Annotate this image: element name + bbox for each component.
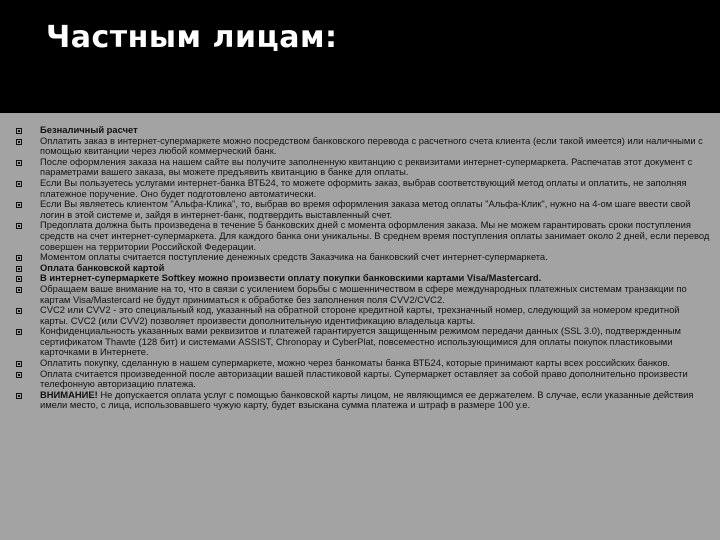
bullet-text: Предоплата должна быть произведена в течение 5 банковских дней с момента оформления заказа. Мы не можем гарантировать сроки поступления средств на счет интернет-супермаркета. Для каждого банка они уникальны. В среднем время поступления оплаты занимает около 2 дней, если перевод совершен на территории Российской Федерации. bbox=[40, 219, 710, 252]
bullet-text: CVC2 или CVV2 - это специальный код, указанный на обратной стороне кредитной карты, трехзначный номер, следующий за номером кредитной карты. CVC2 (или CVV2) позволяет произвести дополнительную идентификацию владельца карты. bbox=[40, 304, 680, 326]
bullet-text: Если Вы пользуетесь услугами интернет-банка ВТБ24, то можете оформить заказ, выбрав соответствующий метод оплаты и оплатить, не заполняя платежное поручение. Оно будет подготовлено автоматически. bbox=[40, 176, 687, 199]
bullet-item bbox=[16, 220, 710, 252]
square-bullet-icon bbox=[16, 181, 22, 187]
slide-content bbox=[0, 113, 720, 540]
title-bar bbox=[0, 0, 720, 113]
square-bullet-icon bbox=[16, 160, 22, 166]
bullet-item bbox=[16, 305, 710, 326]
square-bullet-icon bbox=[16, 223, 22, 229]
bullet-text: Оплатить покупку, сделанную в нашем супермаркете, можно через банкоматы банка ВТБ24, которые принимают карты всех российских банков. bbox=[40, 357, 671, 369]
square-bullet-icon bbox=[16, 202, 22, 208]
square-bullet-icon bbox=[16, 393, 22, 399]
bullet-text: Если Вы являетесь клиентом "Альфа-Клика", то, выбрав во время оформления заказа метод оплаты "Альфа-Клик", нужно на 4-ом шаге ввести свой логин в этой системе и, зайдя в интернет-банк, подтвердить выставленный счет. bbox=[40, 198, 691, 220]
bullet-text: Оплата считается произведенной после авторизации вашей пластиковой карты. Супермаркет оставляет за собой право дополнительно произвести телефонную авторизацию платежа. bbox=[40, 367, 688, 390]
bullet-text: Обращаем ваше внимание на то, что в связи с усилением борьбы с мошенничеством в сфере международных платежных системам транзакции по картам Visa/Mastercard не будут приниматься к обработке без заполнения поля CVV2/CVC2. bbox=[40, 282, 687, 305]
bullet-item bbox=[16, 136, 710, 157]
square-bullet-icon bbox=[16, 329, 22, 335]
bullet-text: Моментом оплаты считается поступление денежных средств Заказчика на банковский счет интернет-супермаркета. bbox=[40, 251, 548, 263]
bullet-list bbox=[16, 125, 710, 411]
square-bullet-icon bbox=[16, 361, 22, 367]
bullet-text bbox=[40, 389, 693, 411]
square-bullet-icon bbox=[16, 139, 22, 145]
square-bullet-icon bbox=[16, 287, 22, 293]
bullet-item bbox=[16, 326, 710, 358]
square-bullet-icon bbox=[16, 266, 22, 272]
bullet-text: Оплата банковской картой bbox=[40, 261, 165, 273]
square-bullet-icon bbox=[16, 372, 22, 378]
square-bullet-icon bbox=[16, 255, 22, 261]
bullet-bold-prefix: ВНИМАНИЕ! bbox=[40, 388, 98, 400]
bullet-item bbox=[16, 284, 710, 305]
bullet-text: Безналичный расчет bbox=[40, 124, 138, 135]
bullet-item bbox=[16, 178, 710, 199]
bullet-item bbox=[16, 157, 710, 178]
square-bullet-icon bbox=[16, 128, 22, 134]
bullet-text: После оформления заказа на нашем сайте вы получите заполненную квитанцию с реквизитами интернет-супермаркета. Распечатав этот документ с параметрами вашего заказа, вы можете предъявить квитанцию в банке для оплаты. bbox=[40, 155, 693, 178]
bullet-text: Оплатить заказ в интернет-супермаркете можно посредством банковского перевода с расчетного счета клиента (если такой имеется) или наличными с помощью квитанции через любой коммерческий банк. bbox=[40, 134, 703, 157]
square-bullet-icon bbox=[16, 276, 22, 282]
slide-title: Частным лицам: bbox=[46, 20, 338, 55]
bullet-text-rest: Не допускается оплата услуг с помощью банковской карты лицом, не являющимся ее держателем. В случае, если указанные действия имели место, с лица, использовавшего чужую карту, будет взыскана сумма платежа и штраф в размере 100 у.е. bbox=[40, 388, 694, 411]
bullet-item bbox=[16, 369, 710, 390]
bullet-text: В интернет-супермаркете Softkey можно произвести оплату покупки банковскими картами Visa/Mastercard. bbox=[40, 272, 542, 284]
bullet-item bbox=[16, 199, 710, 220]
bullet-text: Конфиденциальность указанных вами реквизитов и платежей гарантируется защищенным режимом передачи данных (SSL 3.0), подтвержденным сертификатом Thawte (128 бит) и системами ASSIST, Chronopay и CyberPlat, повсеместно использующимися для оплаты покупок пластиковыми карточками в Интернете. bbox=[40, 325, 681, 358]
square-bullet-icon bbox=[16, 308, 22, 314]
bullet-item bbox=[16, 390, 710, 411]
